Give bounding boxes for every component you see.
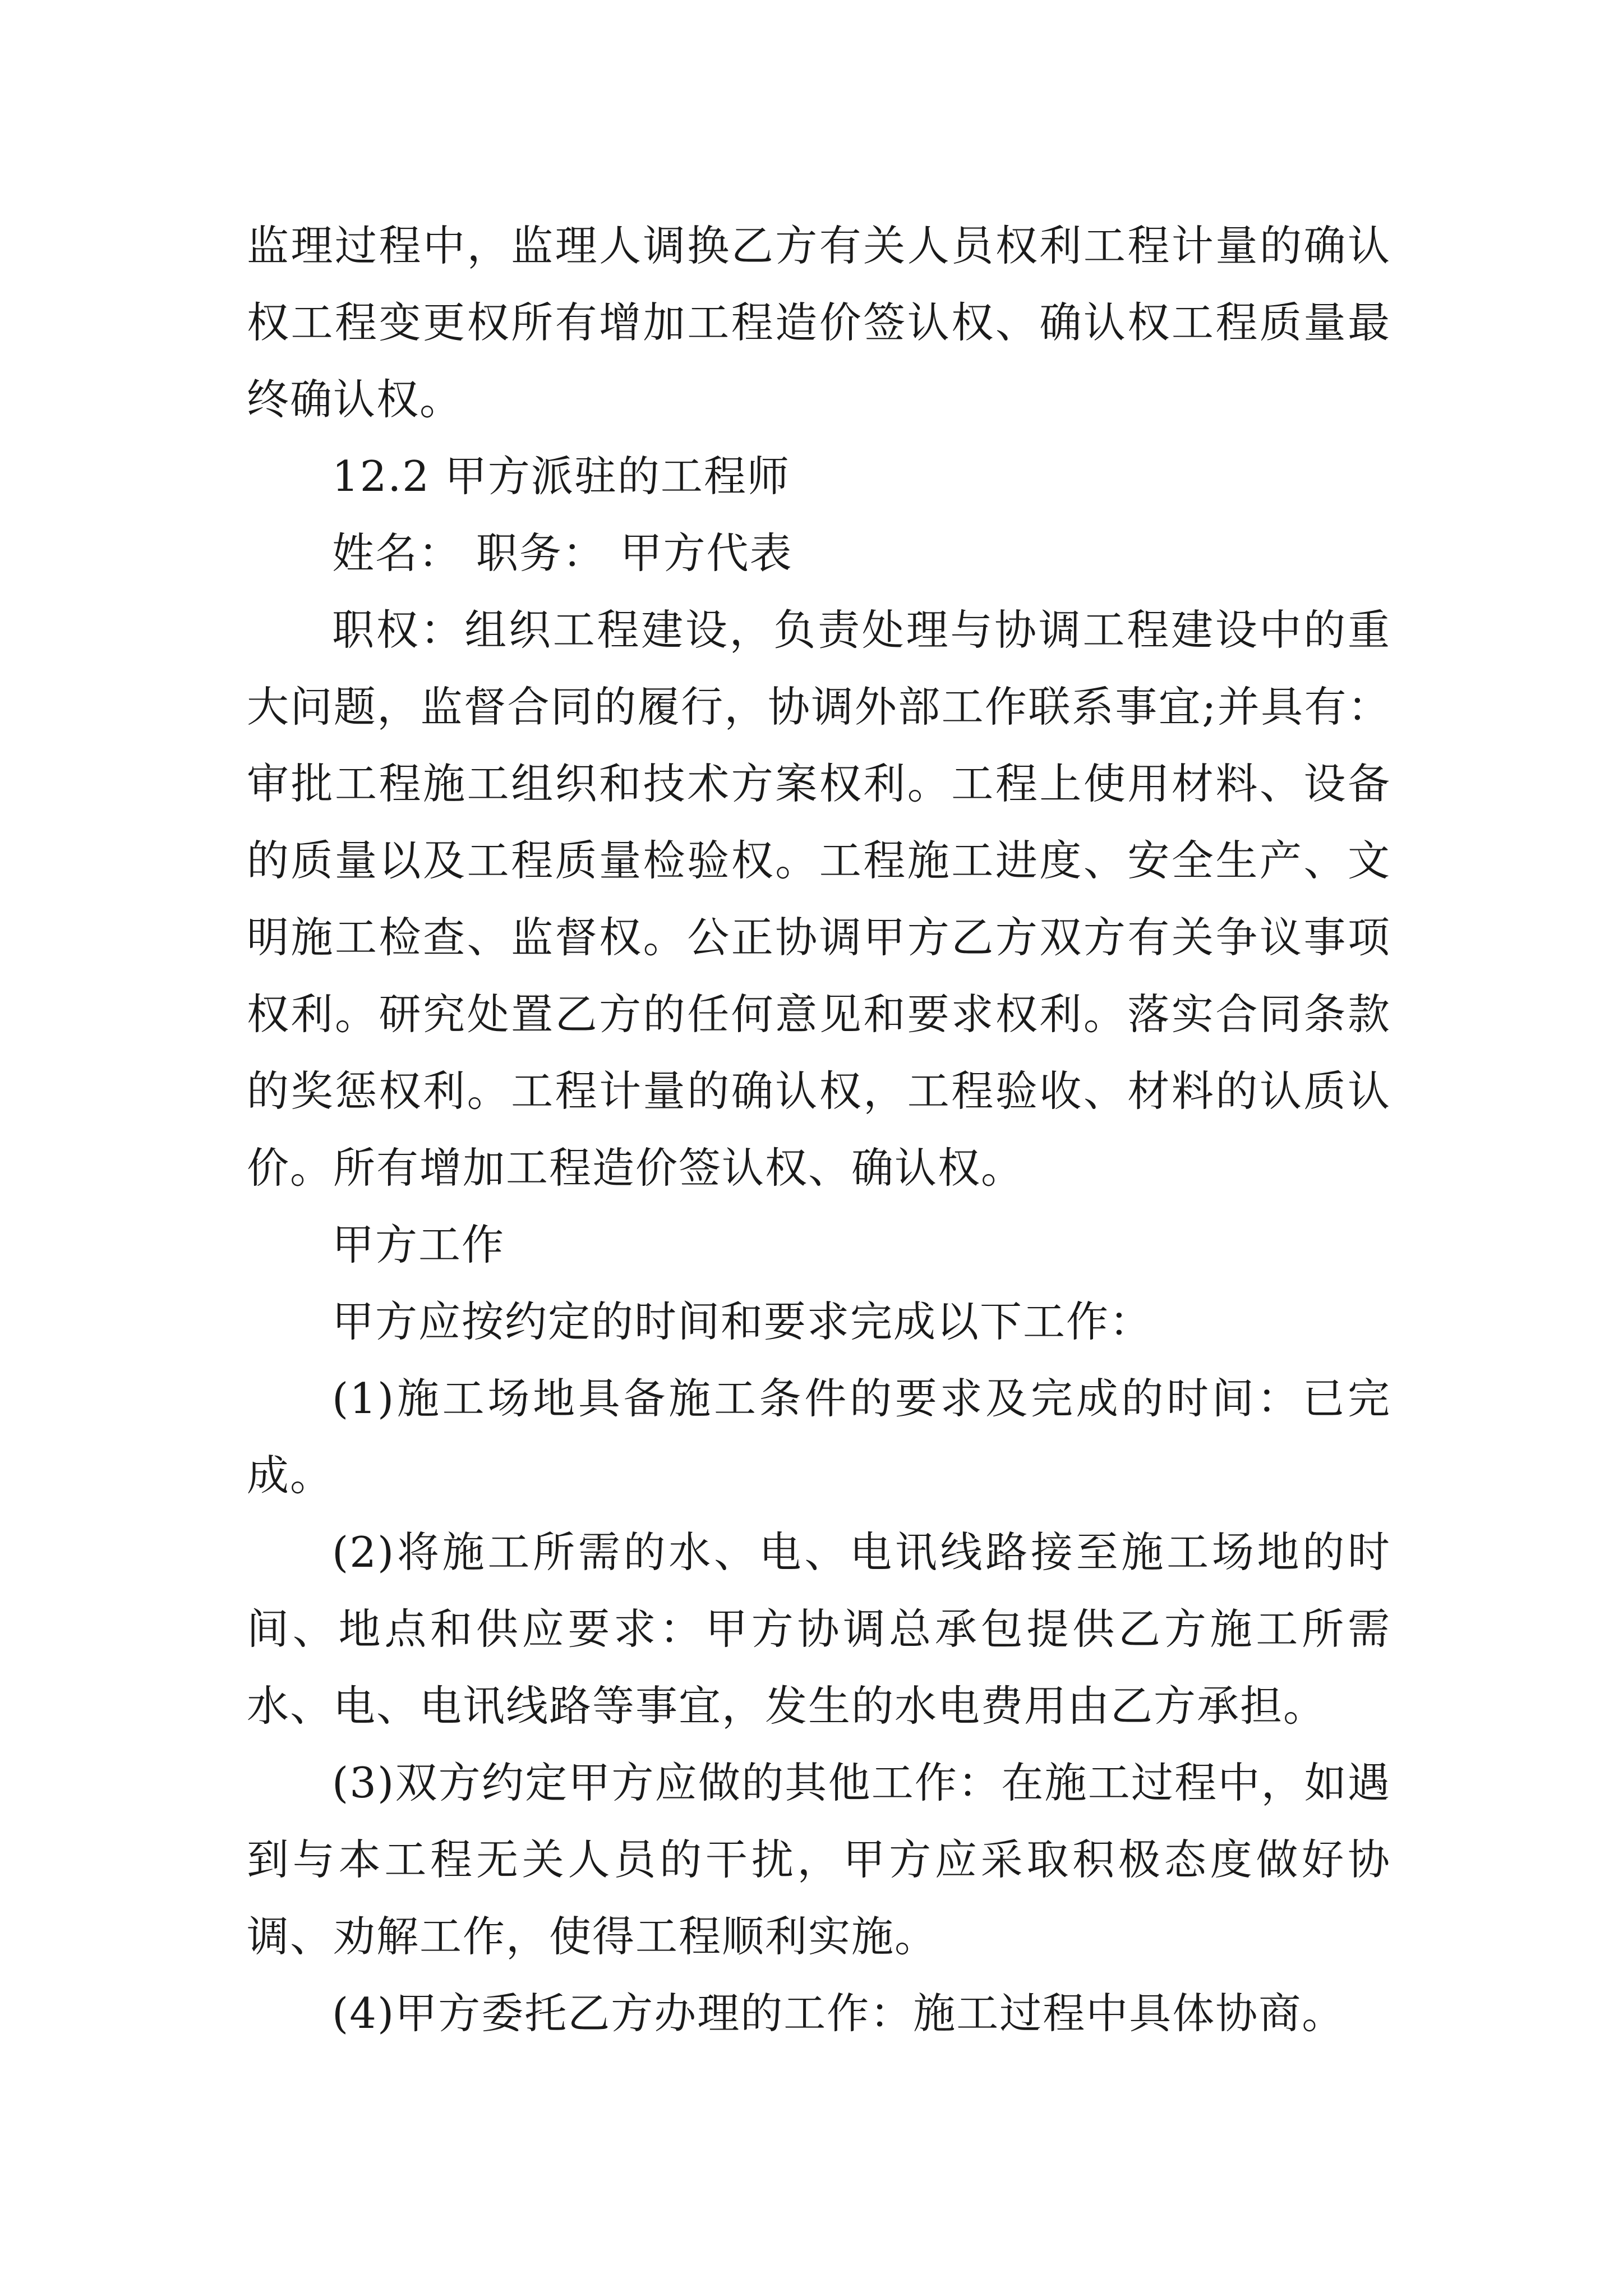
paragraph-party-a-intro: 甲方应按约定的时间和要求完成以下工作： [332, 1297, 1153, 1346]
paragraph-authority: 职权：组织工程建设，负责处理与协调工程建设中的重大问题，监督合同的履行，协调外部工作联系事宜;并具有：审批工程施工组织和技术方案权利。工程上使用材料、设备的质量以及工程质量检验权。工程施工进度、安全生产、文明施工检查、监督权。公正协调甲方乙方双方有关争议事项权利。研究处置乙方的任何意见和要求权利。落实合同条款的奖惩权利。工程计量的确认权，工程验收、材料的认质认价。所有增加工程造价签认权、确认权。 [247, 605, 1391, 1193]
paragraph-supervisor-rights: 监理过程中，监理人调换乙方有关人员权利工程计量的确认权工程变更权所有增加工程造价签认权、确认权工程质量最终确认权。 [247, 221, 1391, 424]
section-heading-engineer: 12.2 甲方派驻的工程师 [332, 452, 790, 501]
list-item-4: (4)甲方委托乙方办理的工作：施工过程中具体协商。 [332, 1989, 1345, 2038]
list-item-2: (2)将施工所需的水、电、电讯线路接至施工场地的时间、地点和供应要求：甲方协调总承包提供乙方施工所需水、电、电讯线路等事宜，发生的水电费用由乙方承担。 [247, 1527, 1391, 1731]
paragraph-name-position: 姓名： 职务： 甲方代表 [332, 528, 793, 578]
list-item-3: (3)双方约定甲方应做的其他工作：在施工过程中，如遇到与本工程无关人员的干扰，甲方应采取积极态度做好协调、劝解工作，使得工程顺利实施。 [247, 1758, 1391, 1961]
document-body [247, 208, 1391, 2052]
section-heading-party-a-work: 甲方工作 [332, 1220, 505, 1269]
list-item-1: (1)施工场地具备施工条件的要求及完成的时间：已完成。 [247, 1374, 1391, 1500]
